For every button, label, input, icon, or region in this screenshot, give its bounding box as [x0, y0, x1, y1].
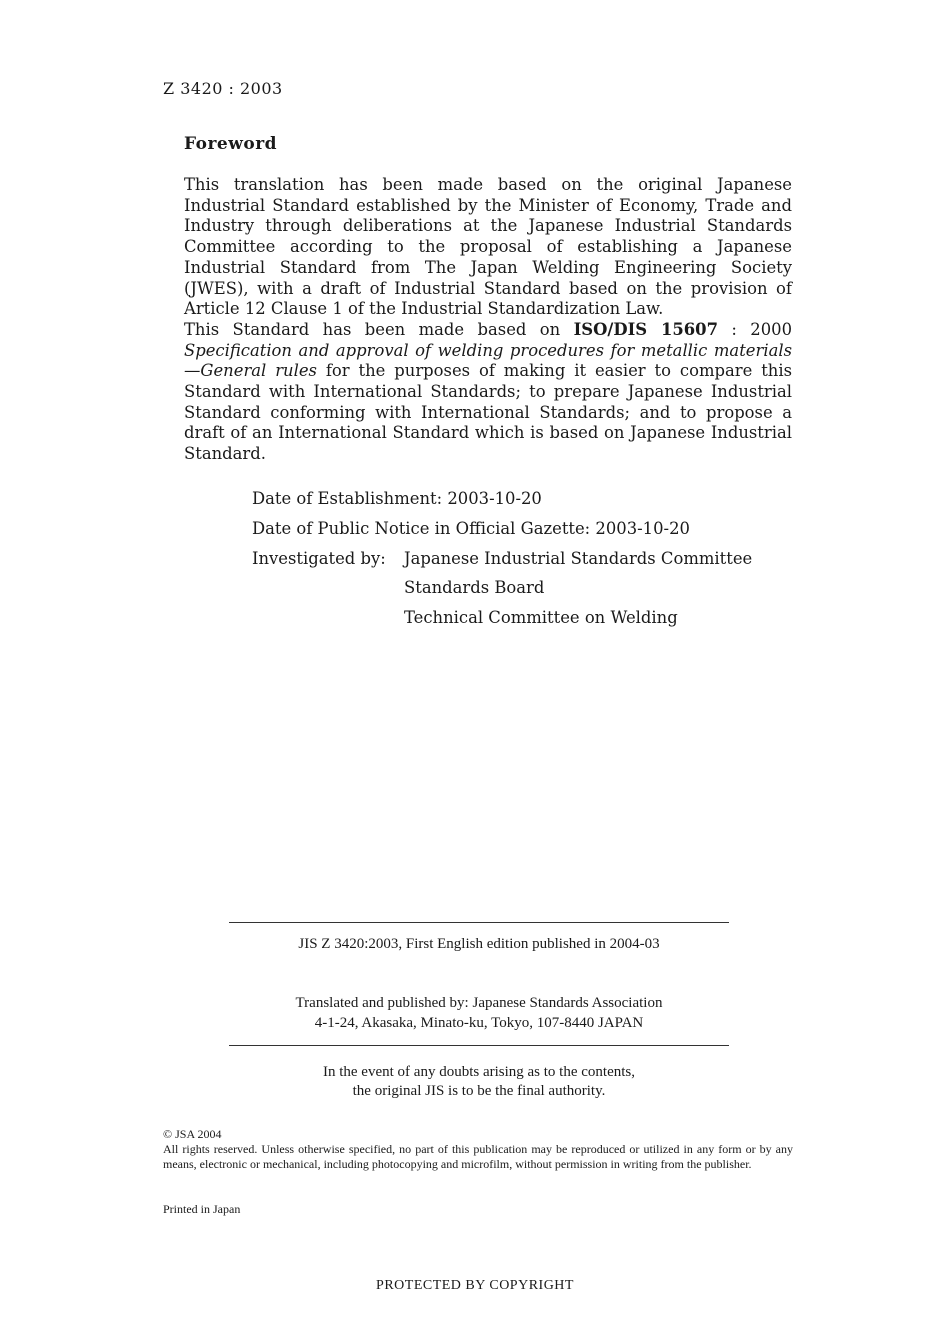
paragraph-2-lead: This Standard has been made based on [184, 319, 574, 339]
iso-year: : 2000 [718, 319, 793, 339]
paragraph-2-tail: for the purposes of making it easier to compare this Standard with International Standards; to prepare Japanese Industrial Standard conforming with International Standards; and to propose a draft of an International Standard which is based on Japanese Industrial Standard. [184, 361, 792, 464]
investigator-board: Standards Board [404, 578, 545, 597]
investigator-technical-committee: Technical Committee on Welding [404, 608, 678, 627]
investigator-committee: Japanese Industrial Standards Committee [404, 549, 753, 568]
publisher-line-1: Translated and published by: Japanese Standards Association [295, 995, 663, 1011]
foreword-paragraph-2 [184, 320, 792, 465]
edition-line: JIS Z 3420:2003, First English edition published in 2004-03 [298, 936, 660, 952]
date-of-public-notice: Date of Public Notice in Official Gazette: 2003-10-20 [252, 519, 690, 538]
iso-title: Specification and approval of welding procedures for metallic materials—General rules [184, 340, 792, 381]
publisher-line-2: 4-1-24, Akasaka, Minato-ku, Tokyo, 107-8440 JAPAN [314, 1015, 644, 1031]
authority-line-2: the original JIS is to be the final authority. [352, 1083, 606, 1099]
protected-notice: PROTECTED BY COPYRIGHT [376, 1278, 574, 1293]
bottom-divider [229, 1045, 729, 1046]
printed-in: Printed in Japan [163, 1202, 241, 1216]
foreword-paragraph-1: This translation has been made based on the original Japanese Industrial Standard established by the Minister of Economy, Trade and Industry through deliberations at the Japanese Industrial Standards Committee according to the proposal of establishing a Japanese Industrial Standard from The Japan Welding Engineering Society (JWES), with a draft of Industrial Standard based on the provision of Article 12 Clause 1 of the Industrial Standardization Law. [184, 175, 792, 319]
investigated-by-label: Investigated by: [252, 549, 386, 568]
date-of-establishment: Date of Establishment: 2003-10-20 [252, 489, 542, 508]
copyright-notice: © JSA 2004 [163, 1127, 222, 1141]
top-divider [229, 922, 729, 923]
document-id: Z 3420 : 2003 [163, 79, 283, 98]
foreword-body [184, 175, 792, 465]
authority-line-1: In the event of any doubts arising as to the contents, [322, 1064, 635, 1080]
copyright-text: All rights reserved. Unless otherwise specified, no part of this publication may be reproduced or utilized in any form or by any means, electronic or mechanical, including photocopying and microfilm, without permission in writing from the publisher. [163, 1142, 793, 1171]
iso-reference: ISO/DIS 15607 [573, 319, 718, 339]
foreword-heading: Foreword [184, 134, 278, 154]
